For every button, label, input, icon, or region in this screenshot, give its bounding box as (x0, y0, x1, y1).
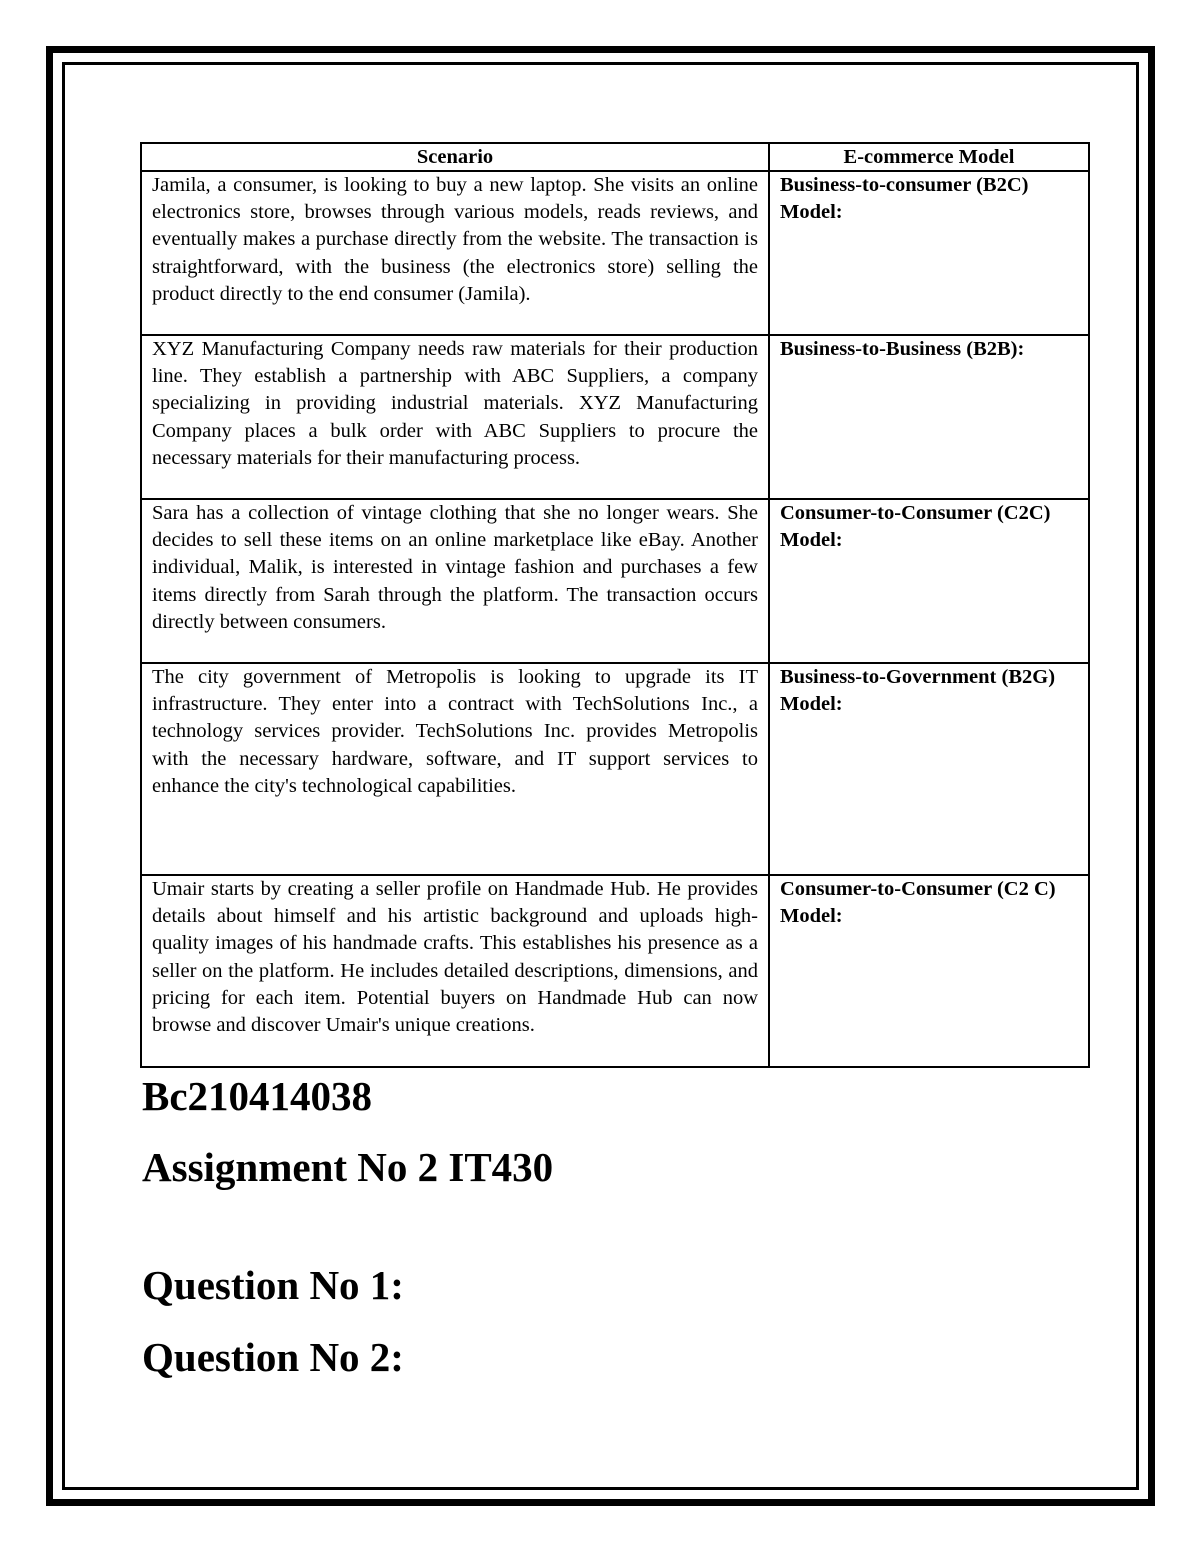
table-row (141, 875, 1089, 1067)
question-2-heading: Question No 2: (142, 1334, 404, 1380)
scenario-cell: Sara has a collection of vintage clothing that she no longer wears. She decides to sell these items on an online marketplace like eBay. Another individual, Malik, is interested in vintage fashion and purchases a few items directly from Sarah through the platform. The transaction occurs directly between consumers. (141, 499, 769, 663)
assignment-title-heading: Assignment No 2 IT430 (142, 1144, 554, 1190)
scenario-cell: Jamila, a consumer, is looking to buy a new laptop. She visits an online electronics store, browses through various models, reads reviews, and eventually makes a purchase directly from the website. The transaction is straightforward, with the business (the electronics store) selling the product directly to the end consumer (Jamila). (141, 171, 769, 335)
table-row (141, 499, 1089, 663)
table-row (141, 335, 1089, 499)
table-row (141, 663, 1089, 875)
ecommerce-models-table (140, 142, 1090, 1068)
header-scenario: Scenario (141, 143, 769, 171)
model-cell: Consumer-to-Consumer (C2 C) Model: (769, 875, 1089, 1067)
model-cell: Business-to-consumer (B2C) Model: (769, 171, 1089, 335)
scenario-cell: Umair starts by creating a seller profile on Handmade Hub. He provides details about himself and his artistic background and uploads high-quality images of his handmade crafts. This establishes his presence as a seller on the platform. He includes detailed descriptions, dimensions, and pricing for each item. Potential buyers on Handmade Hub can now browse and discover Umair's unique creations. (141, 875, 769, 1067)
model-cell: Business-to-Business (B2B): (769, 335, 1089, 499)
table-row (141, 171, 1089, 335)
scenario-cell: XYZ Manufacturing Company needs raw materials for their production line. They establish a partnership with ABC Suppliers, a company specializing in providing industrial materials. XYZ Manufacturing Company places a bulk order with ABC Suppliers to procure the necessary materials for their manufacturing process. (141, 335, 769, 499)
model-cell: Consumer-to-Consumer (C2C) Model: (769, 499, 1089, 663)
question-1-heading: Question No 1: (142, 1262, 404, 1308)
scenario-cell: The city government of Metropolis is looking to upgrade its IT infrastructure. They enter into a contract with TechSolutions Inc., a technology services provider. TechSolutions Inc. provides Metropolis with the necessary hardware, software, and IT support services to enhance the city's technological capabilities. (141, 663, 769, 875)
header-ecommerce-model: E-commerce Model (769, 143, 1089, 171)
table-header-row (141, 143, 1089, 171)
model-cell: Business-to-Government (B2G) Model: (769, 663, 1089, 875)
student-id-heading: Bc210414038 (142, 1073, 373, 1119)
